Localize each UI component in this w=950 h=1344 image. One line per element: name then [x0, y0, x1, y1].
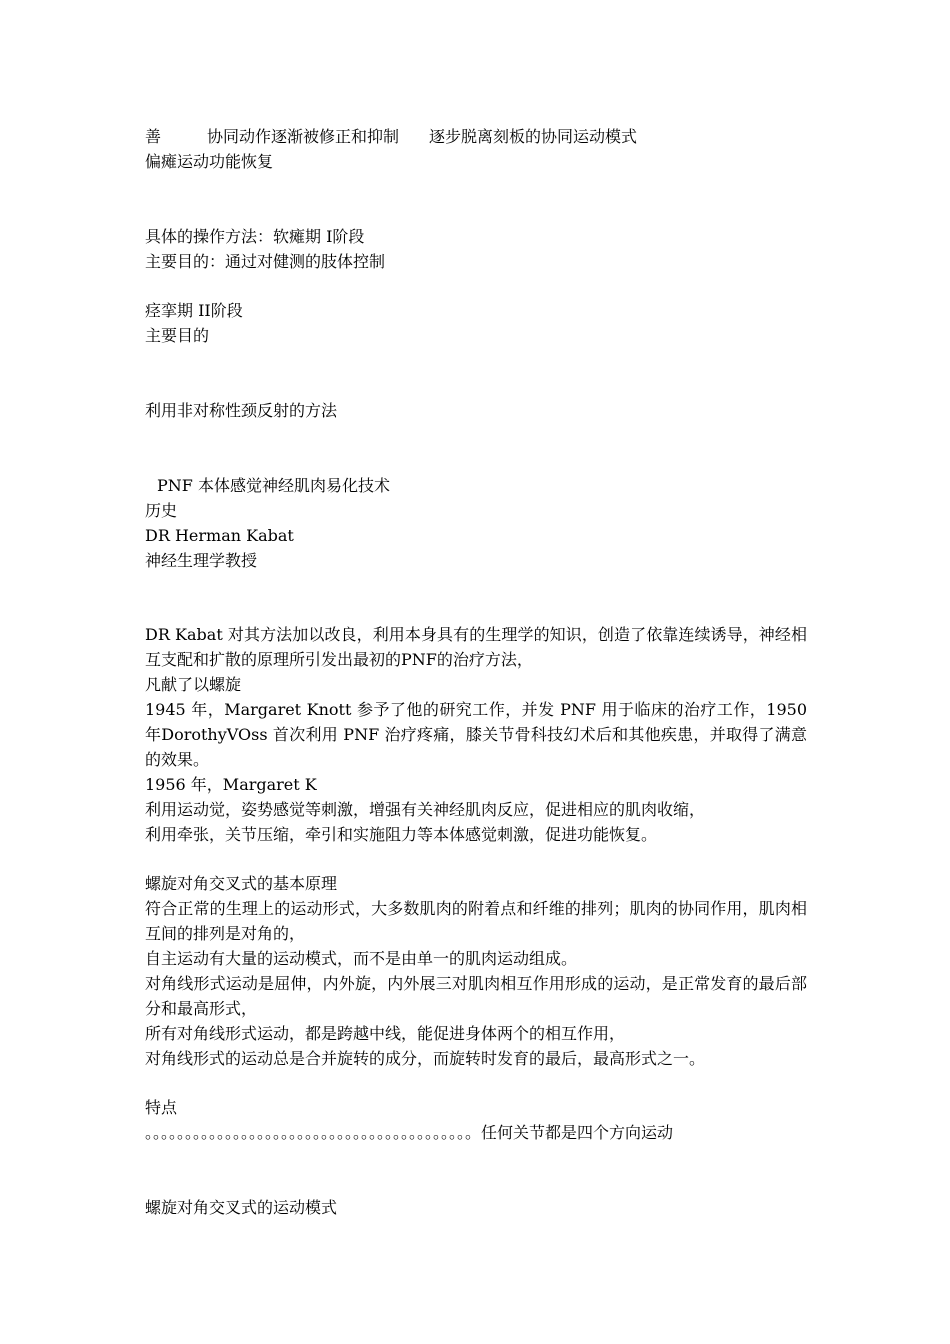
voluntary-movement-line: 自主运动有大量的运动模式，而不是由单一的肌肉运动组成。	[145, 949, 578, 968]
spasm-stage-line: 痉挛期 II阶段	[145, 301, 243, 320]
diagonal-paragraph: 对角线形式运动是屈伸，内外旋，内外展三对肌肉相互作用形成的运动，是正常发育的最后部分和最高形式，	[145, 974, 807, 1018]
midline-line: 所有对角线形式运动，都是跨越中线，能促进身体两个的相互作用，	[145, 1024, 626, 1043]
rotation-line: 对角线形式的运动总是合并旋转的成分，而旋转时发育的最后，最高形式之一。	[145, 1049, 706, 1068]
atnr-method-line: 利用非对称性颈反射的方法	[145, 401, 338, 420]
main-goal-line-2: 主要目的	[145, 326, 210, 345]
intro-line	[145, 124, 637, 149]
pnf-heading: PNF 本体感觉神经肌肉易化技术	[157, 476, 390, 495]
principle-heading: 螺旋对角交叉式的基本原理	[145, 874, 338, 893]
main-goal-line-1: 主要目的：通过对健测的肢体控制	[145, 252, 386, 271]
stimulation-line-2: 利用牵张，关节压缩，牵引和实施阻力等本体感觉刺激，促进功能恢复。	[145, 825, 658, 844]
normal-movement-paragraph: 符合正常的生理上的运动形式，大多数肌肉的附着点和纤维的排列；肌肉的协同作用，肌肉相互间的排列是对角的，	[145, 899, 807, 943]
intro-text-a: 善	[145, 127, 162, 146]
stimulation-line-1: 利用运动觉，姿势感觉等刺激，增强有关神经肌肉反应，促进相应的肌肉收缩，	[145, 800, 706, 819]
intro-text-b: 协同动作逐渐被修正和抑制	[207, 127, 400, 146]
features-dots-paragraph: 。。。。。。。。。。。。。。。。。。。。。。。。。。。。。。。。。。。。。。。。。任何关节都是四个方向运动	[145, 1123, 674, 1142]
pattern-heading: 螺旋对角交叉式的运动模式	[145, 1198, 338, 1217]
intro-text-c: 逐步脱离刻板的协同运动模式	[429, 127, 638, 146]
history-heading: 历史	[145, 501, 178, 520]
year-1956-line: 1956 年，Margaret K	[145, 775, 317, 794]
history-1945-paragraph: 1945 年，Margaret Knott 参予了他的研究工作，并发 PNF 用于临床的治疗工作，1950 年DorothyVOss 首次利用 PNF 治疗疼痛，膝关节骨科技幻术后和其他疾患，并取得了满意的效果。	[145, 700, 807, 769]
kabat-name: DR Herman Kabat	[145, 526, 294, 545]
features-heading: 特点	[145, 1098, 178, 1117]
operation-method-line: 具体的操作方法：软瘫期 I阶段	[145, 227, 365, 246]
recovery-line: 偏瘫运动功能恢复	[145, 152, 274, 171]
kabat-paragraph: DR Kabat 对其方法加以改良，利用本身具有的生理学的知识，创造了依靠连续诱导，神经相互支配和扩散的原理所引发出最初的PNF的治疗方法，	[145, 625, 807, 669]
spiral-line: 凡献了以螺旋	[145, 675, 242, 694]
professor-title: 神经生理学教授	[145, 551, 258, 570]
